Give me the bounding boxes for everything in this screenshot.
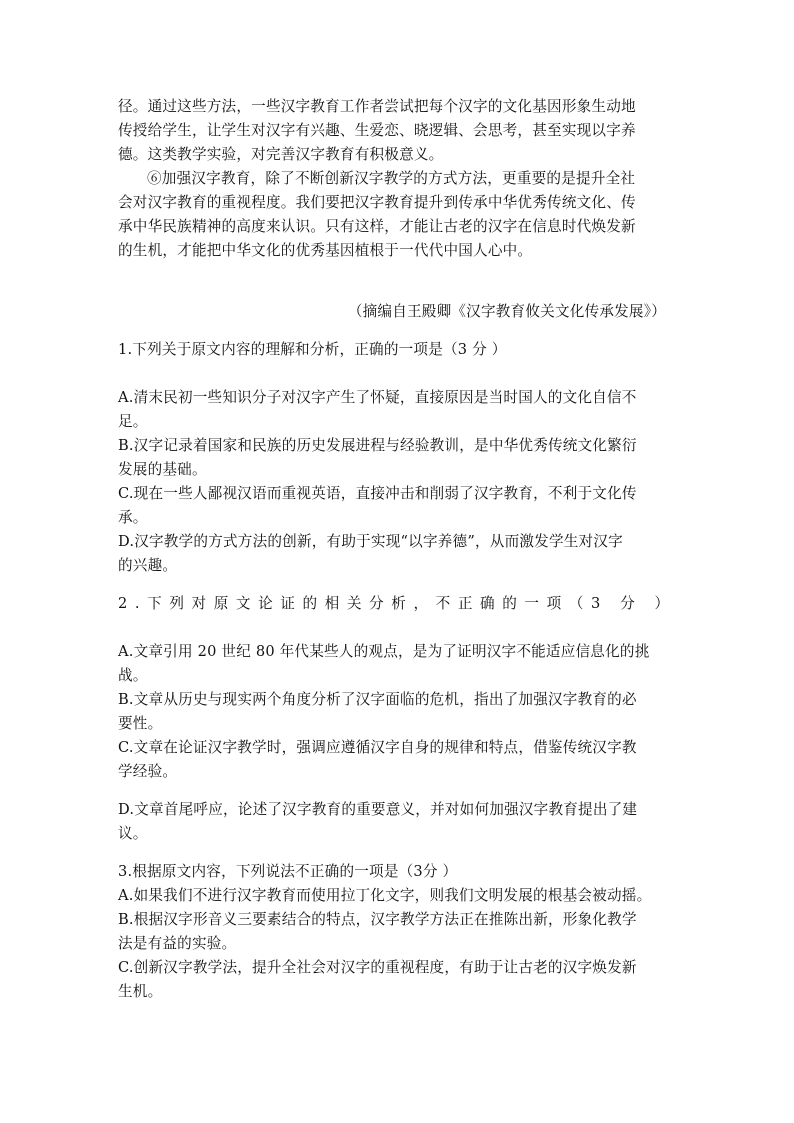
option-line: D.文章首尾呼应，论述了汉字教育的重要意义，并对如何加强汉字教育提出了建 (118, 801, 638, 818)
option-b (118, 688, 678, 736)
option-d (118, 798, 678, 846)
question-title: 2.下列对原文论证的相关分析，不正确的一项（3 分 ） (118, 595, 677, 612)
passage-paragraph-5-end (118, 95, 678, 167)
option-line: B.汉字记录着国家和民族的历史发展进程与经验教训，是中华优秀传统文化繁衍 (118, 437, 637, 454)
text-line: ⑥加强汉字教育，除了不断创新汉字教学的方式方法，更重要的是提升全社 (147, 170, 636, 187)
option-c (118, 736, 678, 784)
option-a (118, 640, 678, 688)
option-a (118, 386, 678, 434)
option-line: 足。 (118, 413, 148, 430)
question-title: 3.根据原文内容，下列说法不正确的一项是（3分 ） (118, 863, 458, 880)
option-line: B.根据汉字形音义三要素结合的特点，汉字教学方法正在推陈出新，形象化教学 (118, 911, 637, 928)
spacer (118, 616, 678, 640)
text-line: 径。通过这些方法，一些汉字教育工作者尝试把每个汉字的文化基因形象生动地 (118, 98, 636, 115)
option-line: A.清末民初一些知识分子对汉字产生了怀疑，直接原因是当时国人的文化自信不 (118, 389, 637, 406)
option-d (118, 530, 678, 578)
option-a (118, 884, 678, 908)
passage-paragraph-6 (118, 167, 678, 263)
option-line: 战。 (118, 667, 148, 684)
option-line: B.文章从历史与现实两个角度分析了汉字面临的危机，指出了加强汉字教育的必 (118, 691, 637, 708)
option-line: 法是有益的实验。 (118, 935, 237, 952)
option-line: 的兴趣。 (118, 557, 178, 574)
question-3 (118, 860, 678, 1004)
option-line: D.汉字教学的方式方法的创新，有助于实现“以字养德”，从而激发学生对汉字 (118, 533, 623, 550)
option-line: 承。 (118, 509, 148, 526)
question-1 (118, 338, 678, 578)
option-line: 议。 (118, 825, 148, 842)
option-line: C.文章在论证汉字教学时，强调应遵循汉字自身的规律和特点，借鉴传统汉字教 (118, 739, 637, 756)
spacer (118, 362, 678, 386)
question-2 (118, 592, 678, 846)
option-line: A.如果我们不进行汉字教育而使用拉丁化文字，则我们文明发展的根基会被动摇。 (118, 887, 652, 904)
option-line: 发展的基础。 (118, 461, 207, 478)
text-line: 德。这类教学实验，对完善汉字教育有积极意义。 (118, 146, 444, 163)
text-line: 承中华民族精神的高度来认识。只有这样，才能让古老的汉字在信息时代焕发新 (118, 218, 636, 235)
option-line: C.现在一些人鄙视汉语而重视英语，直接冲击和削弱了汉字教育，不利于文化传 (118, 485, 637, 502)
option-b (118, 434, 678, 482)
text-line: 传授给学生，让学生对汉字有兴趣、生爱恋、晓逻辑、会思考，甚至实现以字养 (118, 122, 636, 139)
option-line: A.文章引用 20 世纪 80 年代某些人的观点，是为了证明汉字不能适应信息化的挑 (118, 643, 650, 660)
option-line: 要性。 (118, 715, 163, 732)
option-line: C.创新汉字教学法，提升全社会对汉字的重视程度，有助于让古老的汉字焕发新 (118, 959, 637, 976)
option-b (118, 908, 678, 956)
question-title: 1.下列关于原文内容的理解和分析，正确的一项是（3 分 ） (118, 341, 507, 358)
source-citation: （摘编自王殿卿《汉字教育攸关文化传承发展》） (347, 303, 666, 320)
text-line: 的生机，才能把中华文化的优秀基因植根于一代代中国人心中。 (118, 242, 533, 259)
option-c (118, 956, 678, 1004)
option-line: 生机。 (118, 983, 163, 1000)
option-c (118, 482, 678, 530)
text-line: 会对汉字教育的重视程度。我们要把汉字教育提升到传承中华优秀传统文化、传 (118, 194, 636, 211)
option-line: 学经验。 (118, 763, 178, 780)
document-content (118, 95, 678, 1004)
